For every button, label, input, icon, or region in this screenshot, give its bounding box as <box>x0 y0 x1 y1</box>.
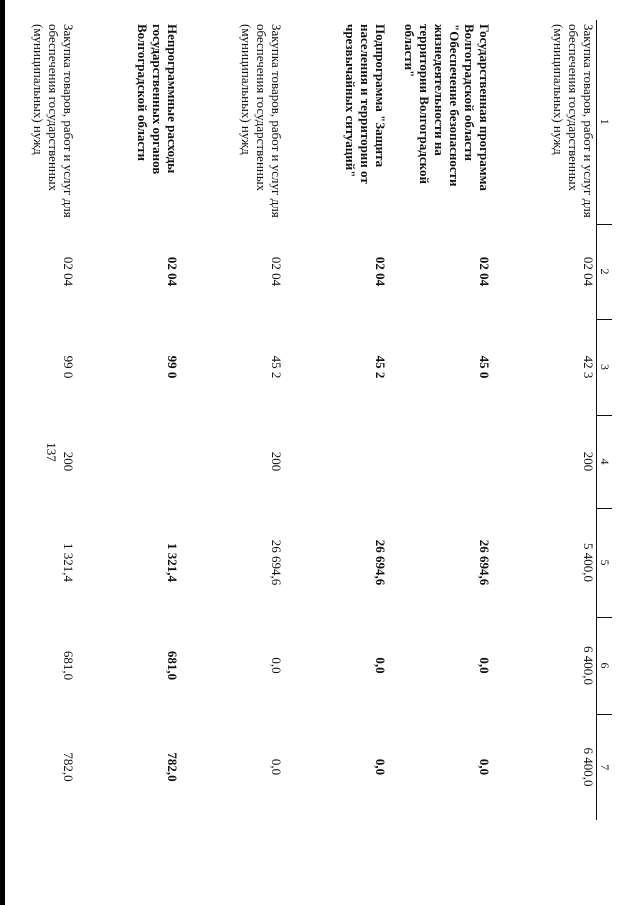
amount-col5: 26 694,6 <box>269 539 284 586</box>
column-header: 1 <box>597 20 613 224</box>
section-code: 02 04 <box>269 256 284 287</box>
expense-type-code: 200 <box>269 451 284 472</box>
amount-col6: 681,0 <box>165 650 180 681</box>
row-name: Государственная программа Волгоградской области "Обеспечение безопасности жизнедеятельности на территории Волгоградской области" <box>402 24 492 191</box>
row-name: Подпрограмма "Защита населения и территории от чрезвычайных ситуаций" <box>343 24 388 184</box>
amount-col6: 0,0 <box>373 657 388 674</box>
section-code: 02 04 <box>477 256 492 287</box>
expense-type-code: 200 <box>61 451 76 472</box>
section-code: 02 04 <box>581 256 596 287</box>
budget-table <box>0 20 612 820</box>
section-code: 02 04 <box>373 256 388 287</box>
amount-col5: 26 694,6 <box>477 539 492 586</box>
program-code: 99 0 <box>165 355 180 379</box>
table-row <box>0 20 76 820</box>
section-code: 02 04 <box>61 256 76 287</box>
program-code: 99 0 <box>61 355 76 379</box>
amount-col6: 0,0 <box>477 657 492 674</box>
column-header: 3 <box>597 319 613 415</box>
program-code: 42 3 <box>581 355 596 379</box>
amount-col7: 0,0 <box>477 758 492 776</box>
row-name: Закупка товаров, работ и услуг для обеспечения государственных (муниципальных) нужд <box>239 24 284 218</box>
amount-col5: 1 321,4 <box>165 543 180 582</box>
column-header: 5 <box>597 508 613 617</box>
table-row <box>492 20 597 820</box>
row-name: Закупка товаров, работ и услуг для обеспечения государственных (муниципальных) нужд <box>31 24 76 218</box>
section-code: 02 04 <box>165 256 180 287</box>
amount-col7: 782,0 <box>61 752 76 782</box>
amount-col7: 0,0 <box>269 758 284 776</box>
amount-col5: 5 400,0 <box>581 543 596 582</box>
table-row <box>76 20 180 820</box>
program-code: 45 2 <box>269 355 284 379</box>
table-row <box>180 20 284 820</box>
table-row <box>388 20 492 820</box>
column-header: 6 <box>597 617 613 714</box>
expense-type-code: 200 <box>581 451 596 472</box>
amount-col7: 6 400,0 <box>581 747 596 787</box>
expense-type-code <box>76 415 180 508</box>
amount-col7: 782,0 <box>165 752 180 782</box>
table-row <box>284 20 388 820</box>
amount-col6: 681,0 <box>61 650 76 681</box>
page-number: 137 <box>44 442 59 462</box>
amount-col5: 1 321,4 <box>61 543 76 582</box>
amount-col6: 0,0 <box>269 657 284 674</box>
expense-type-code <box>388 415 492 508</box>
expense-type-code <box>284 415 388 508</box>
program-code: 45 0 <box>477 355 492 379</box>
row-name: Непрограммные расходы государственных органов Волгоградской области <box>135 24 180 175</box>
amount-col5: 26 694,6 <box>373 539 388 586</box>
program-code: 45 2 <box>373 355 388 379</box>
row-name: Закупка товаров, работ и услуг для обеспечения государственных (муниципальных) нужд <box>551 24 596 218</box>
amount-col7: 0,0 <box>373 758 388 776</box>
column-header: 2 <box>597 224 613 319</box>
table-header-row <box>597 20 613 820</box>
amount-col6: 6 400,0 <box>581 646 596 685</box>
column-header: 7 <box>597 714 613 820</box>
column-header: 4 <box>597 415 613 508</box>
